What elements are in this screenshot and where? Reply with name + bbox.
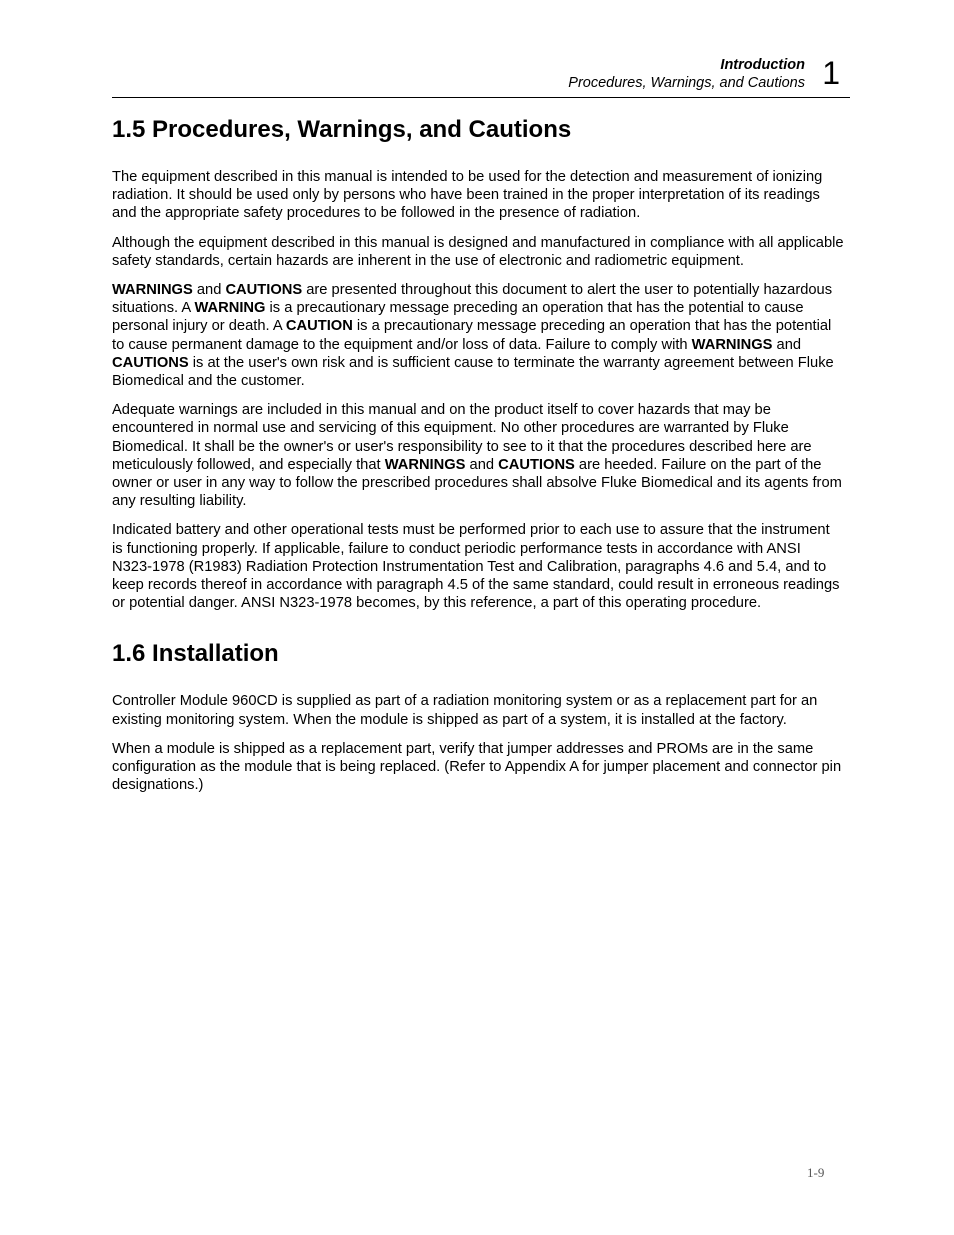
bold-cautions: CAUTIONS bbox=[498, 456, 575, 473]
page-header bbox=[112, 54, 850, 98]
bold-warning: WARNING bbox=[194, 300, 266, 317]
header-chapter-title: Introduction bbox=[720, 57, 805, 73]
bold-warnings: WARNINGS bbox=[112, 282, 193, 299]
paragraph-equipment-purpose: The equipment described in this manual is intended to be used for the detection and measurement of ionizing radiation. It should be used only by persons who have been trained in the proper interpretation of its readings and the appropriate safety procedures to be followed in the presence of radiation. bbox=[112, 169, 823, 222]
bold-caution: CAUTION bbox=[285, 318, 353, 335]
text-run: are presented throughout this document to alert the user to potentially hazardous situations. A bbox=[112, 282, 833, 317]
section-heading-1-5: 1.5 Procedures, Warnings, and Cautions bbox=[112, 116, 572, 143]
paragraph-controller-module: Controller Module 960CD is supplied as part of a radiation monitoring system or as a replacement part for an existing monitoring system. When the module is shipped as part of a system, it is installed at the factory. bbox=[112, 693, 818, 728]
bold-cautions: CAUTIONS bbox=[112, 354, 189, 371]
text-run: Adequate warnings are included in this manual and on the product itself to cover hazards that may be encountered in normal use and servicing of this equipment. No other procedures are warranted by Fluke Biomedical. It shall be the owner's or user's responsibility to see to it that the procedures described here are meticulously followed, and especially that bbox=[112, 402, 812, 473]
chapter-number: 1 bbox=[822, 55, 840, 91]
paragraph-hazards: Although the equipment described in this manual is designed and manufactured in compliance with all applicable safety standards, certain hazards are inherent in the use of electronic and radiometric equipment. bbox=[112, 234, 844, 269]
header-section-title: Procedures, Warnings, and Cautions bbox=[568, 75, 805, 91]
text-run: is a precautionary message preceding an operation that has the potential to cause personal injury or death. A bbox=[112, 300, 804, 335]
text-run: and bbox=[465, 456, 499, 473]
text-run: are heeded. Failure on the part of the owner or user in any way to follow the prescribed procedures shall absolve Fluke Biomedical and its agents from any resulting liability. bbox=[112, 456, 842, 510]
text-run: is at the user's own risk and is sufficient cause to terminate the warranty agreement between Fluke Biomedical and the customer. bbox=[112, 354, 834, 390]
page-number: 1-9 bbox=[807, 1165, 825, 1180]
paragraph-replacement-part: When a module is shipped as a replacement part, verify that jumper addresses and PROMs are in the same configuration as the module that is being replaced. (Refer to Appendix A for jumper placement and connector pin designations.) bbox=[112, 740, 842, 794]
bold-warnings: WARNINGS bbox=[691, 336, 773, 353]
text-run: and bbox=[192, 282, 226, 299]
page-content bbox=[112, 112, 844, 805]
section-heading-1-6: 1.6 Installation bbox=[112, 640, 279, 668]
text-run: is a precautionary message preceding an operation that has the potential to cause permanent damage to the equipment and/or loss of data. Failure to comply with bbox=[112, 318, 832, 353]
running-header bbox=[568, 56, 805, 92]
paragraph-operational-tests: Indicated battery and other operational tests must be performed prior to each use to assure that the instrument is functioning properly. If applicable, failure to conduct periodic performance tests in accordance with ANSI N323-1978 (R1983) Radiation Protection Instrumentation Test and Calibration, paragraphs 4.6 and 5.4, and to keep records thereof in accordance with paragraph 4.5 of the same standard, could result in erroneous readings or potential danger. ANSI N323-1978 becomes, by this reference, a part of this operating procedure. bbox=[112, 522, 840, 612]
bold-warnings: WARNINGS bbox=[384, 456, 466, 473]
bold-cautions: CAUTIONS bbox=[225, 282, 303, 299]
paragraph-adequate-warnings bbox=[112, 401, 844, 510]
paragraph-warnings-cautions bbox=[112, 281, 844, 390]
text-run: and bbox=[772, 336, 802, 353]
